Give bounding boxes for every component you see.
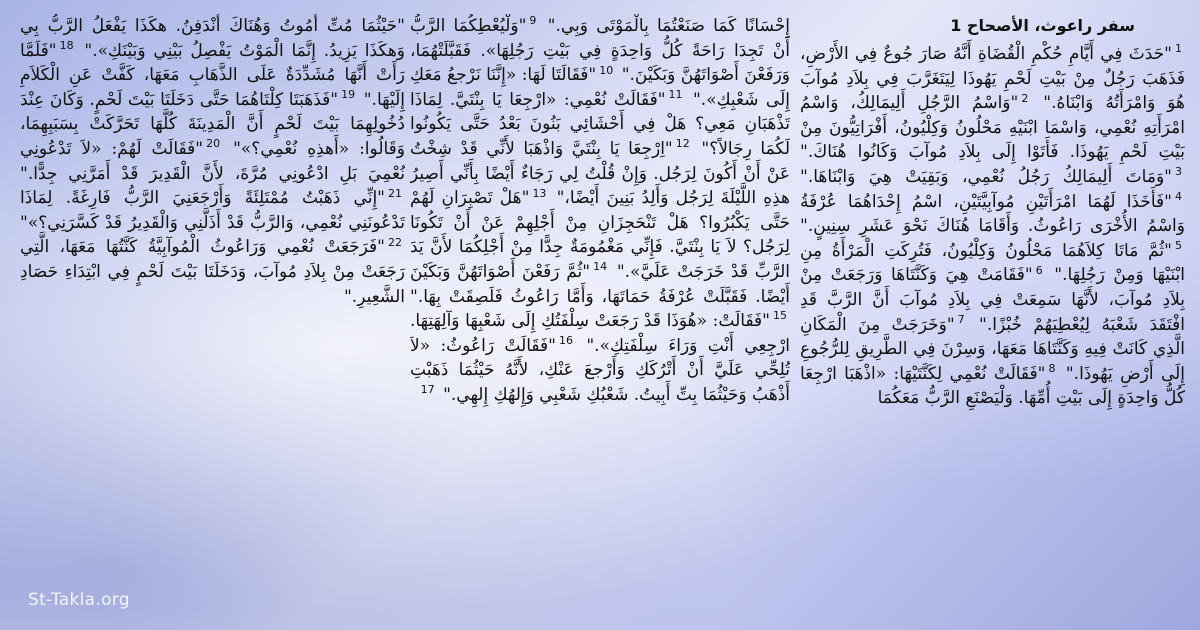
verse-text: "فَرَجَعَتْ نُعْمِي وَرَاعُوثُ الْمُوآبِيَّةُ كَنَّتُهَا مَعَهَا، الَّتِي رَجَعَتْ مِنْ بِلاَدِ مُوآبَ، وَدَخَلَتَا بَيْتَ لَحْمٍ فِي ابْتِدَاءِ حَصَادِ الشَّعِيرِ."	[20, 237, 405, 307]
text-column-left	[20, 14, 405, 614]
verse-number: 5	[1175, 239, 1182, 253]
verse-number: 13	[532, 186, 547, 200]
verse-text: "فَقَالَتْ: «هُوَذَا قَدْ رَجَعَتْ سِلْفَتُكِ إِلَى شَعْبِهَا وَآلِهَتِهَا. ارْجِعِي أَنْتِ وَرَاءَ سِلْفَتِكِ»."	[410, 311, 790, 356]
verse-text: "ثُمَّ رَفَعْنَ أَصْوَاتَهُنَّ وَبَكَيْنَ أَيْضًا. فَقَبَّلَتْ عُرْفَةُ حَمَاتَهَا، وَأَمَّا رَاعُوثُ فَلَصِقَتْ بِهَا."	[410, 261, 790, 307]
verse-text: "فَقَالَتْ لَهُمْ: «لاَ تَدْعُونِي نُعْمِيَ بَلِ ادْعُونِي مُرَّةَ، لأَنَّ الْقَدِيرَ قَدْ أَمَرَّنِي جِدًّا."	[20, 138, 405, 184]
verse-text: "فَأَخَذَا لَهُمَا امْرَأَتَيْنِ مُوآبِيَّتَيْنِ، اسْمُ إِحْدَاهُمَا عُرْفَةُ وَاسْمُ الأُخْرَى رَاعُوثُ. وَأَقَامَا هُنَاكَ نَحْوَ عَشَرِ سِنِينٍ."	[800, 191, 1185, 237]
verse-text: "فَقَالَتْ رَاعُوثُ: «لاَ تُلِحِّي عَلَيَّ أَنْ أَتْرُكَكِ وَأَرْجعَ عَنْكِ، لأَنَّهُ حَيْثُمَا ذَهَبْتِ أَذْهَبُ وَحَيْثُمَا بِتِّ أَبِيتُ. شَعْبُكِ شَعْبِي وَإِلهُكِ إِلهِي."	[410, 335, 790, 405]
verse-text: "فَقَالَتَا لَهَا: «إِنَّنَا نَرْجعُ مَعَكِ إِلَى شَعْبِكِ»."	[410, 65, 790, 110]
verse-number: 14	[593, 260, 608, 274]
verse-number: 12	[675, 137, 690, 151]
verse-text: إِحْسَانًا كَمَا صَنَعْتُمَا بِالْمَوْتَى وَبِي."	[547, 16, 790, 36]
verse-text: "حَدَثَ فِي أَيَّامِ حُكْمِ الْقُضَاةِ أَنَّهُ صَارَ جُوعٌ فِي الأَرْضِ، فَذَهَبَ رَجُلٌ مِنْ بَيْتِ لَحْمِ يَهُوذَا لِيَتَغَرَّبَ فِي بِلاَدِ مُوآبَ هُوَ وَامْرَأَتُهُ وَابْنَاهُ."	[800, 44, 1185, 114]
verse-number: 18	[59, 38, 74, 52]
verse-number: 10	[599, 63, 614, 77]
verse-number: 3	[1175, 165, 1182, 179]
verse-text: "فَقَالَتْ نُعْمِي: «ارْجِعَا يَا بِنْتَيَّ. لِمَاذَا تَذْهَبَانِ مَعِي؟ هَلْ فِي أَحْشَائِي بَنُونَ بَعْدُ حَتَّى يَكُونُوا لَكُمَا رِجَالاً؟"	[410, 89, 790, 159]
verse-text: "فَقَامَتْ هِيَ وَكَنَّتَاهَا وَرَجَعَتْ مِنْ بِلاَدِ مُوآبَ، لأَنَّهَا سَمِعَتْ فِي بِلاَدِ مُوآبَ أَنَّ الرَّبَّ قَدِ افْتَقَدَ شَعْبَهُ لِيُعْطِيَهُمْ خُبْزًا."	[800, 265, 1185, 335]
verse-number: 21	[388, 186, 402, 200]
verses-middle	[410, 14, 790, 408]
verse-text: "وَلْيُعْطِكُمَا الرَّبُّ أَنْ تَجِدَا رَاحَةً كُلُّ وَاحِدَةٍ فِي بَيْتِ رَجُلِهَا». فَقَبَّلَتْهُمَا، وَرَفَعْنَ أَصْوَاتَهُنَّ وَبَكَيْنَ."	[410, 16, 790, 86]
verses-left	[20, 14, 405, 309]
verse-text: "هَلْ تَصْبِرَانِ لَهُمْ حَتَّى يَكْبُرُوا؟ هَلْ تَنْحَجِزَانِ مِنْ أَجْلِهِمْ عَنْ أَنْ تَكُونَا لِرَجُل؟ لاَ يَا بِنْتَيَّ. فَإِنِّي مَغْمُومَةٌ جِدًّا مِنْ أَجْلِكُمَا لأَنَّ يَدَ الرَّبِّ قَدْ خَرَجَتْ عَلَيَّ»."	[410, 188, 790, 282]
verse-text: "وَمَاتَ أَلِيمَالِكُ رَجُلُ نُعْمِي، وَبَقِيَتْ هِيَ وَابْنَاهَا."	[800, 166, 1172, 187]
verse-text: "فَذَهَبَتَا كِلْتَاهُمَا حَتَّى دَخَلَتَا بَيْتَ لَحْمٍ. وَكَانَ عِنْدَ دُخُولِهِمَا بَيْتَ لَحْمٍ أَنَّ الْمَدِينَةَ كُلَّهَا تَحَرَّكَتْ بِسَبَبِهِمَا، وَقَالُوا: «أَهذِهِ نُعْمِي؟»"	[20, 89, 405, 159]
verse-text: "ثُمَّ مَاتَا كِلاَهُمَا مَحْلُونُ وَكِلْيُونُ، فَتُرِكَتِ الْمَرْأَةُ مِنِ ابْنَيْهَا وَمِنْ رَجُلِهَا."	[800, 240, 1185, 286]
verse-text: "حَيْثُمَا مُتِّ أَمُوتُ وَهُنَاكَ أَنْدَفِنُ. هكَذَا يَفْعَلُ الرَّبُّ بِي وَهكَذَا يَزِيدُ. إِنَّمَا الْمَوْتُ يَفْصِلُ بَيْنِي وَبَيْنَكِ»."	[20, 16, 405, 61]
verse-text: "فَقَالَتْ نُعْمِي لِكَنَّتَيْهَا: «اذْهَبَا ارْجِعَا كُلُّ وَاحِدَةٍ إِلَى بَيْتِ أُمِّهَا. وَلْيَصْنَعِ الرَّبُّ مَعَكُمَا	[800, 363, 1185, 409]
verse-number: 7	[957, 312, 965, 326]
verse-number: 17	[420, 383, 435, 397]
verses-right	[800, 42, 1185, 411]
verse-number: 1	[1175, 42, 1182, 56]
verse-number: 15	[773, 309, 787, 323]
verse-number: 6	[1035, 263, 1043, 277]
verse-number: 2	[1021, 91, 1029, 105]
verse-number: 16	[558, 334, 573, 348]
verse-number: 20	[206, 137, 221, 151]
verse-text: "اِرْجِعَا يَا بِنْتَيَّ وَاذْهَبَا لأَنِّي قَدْ شِخْتُ عَنْ أَنْ أَكُونَ لِرَجُل. وَإِنْ قُلْتُ لِي رَجَاءٌ أَيْضًا بِأَنِّي أَصِيرُ هذِهِ اللَّيْلَةَ لِرَجُل وَأَلِدُ بَنِينَ أَيْضًا،"	[410, 138, 790, 209]
verse-text: "وَاسْمُ الرَّجُلِ أَلِيمَالِكُ، وَاسْمُ امْرَأَتِهِ نُعْمِي، وَاسْمَا ابْنَيْهِ مَحْلُونُ وَكِلْيُونُ، أَفْرَاتِيُّونَ مِنْ بَيْتِ لَحْمِ يَهُوذَا. فَأَتَوْا إِلَى بِلاَدِ مُوآبَ وَكَانُوا هُنَاكَ."	[800, 93, 1185, 163]
verse-number: 19	[341, 88, 356, 102]
site-watermark: St-Takla.org	[28, 590, 130, 610]
verse-text: "إِنِّي ذَهَبْتُ مُمْتَلِئَةً وَأَرْجَعَنِيَ الرَّبُّ فَارِغَةً. لِمَاذَا تَدْعُونَنِي نُعْمِي، وَالرَّبُّ قَدْ أَذَلَّنِي وَالْقَدِيرُ قَدْ كَسَّرَنِي؟»"	[20, 188, 405, 233]
verse-text: "وَخَرَجَتْ مِنَ الْمَكَانِ الَّذِي كَانَتْ فِيهِ وَكَنَّتَاهَا مَعَهَا، وَسِرْنَ فِي الطَّرِيقِ لِلرُّجُوعِ إِلَى أَرْضِ يَهُوذَا."	[800, 314, 1185, 384]
text-column-middle	[410, 14, 790, 614]
text-column-right	[800, 14, 1185, 614]
verse-number: 4	[1175, 189, 1182, 203]
verse-number: 8	[1048, 362, 1056, 376]
verse-number: 22	[388, 235, 402, 249]
verse-number: 11	[668, 88, 683, 102]
verse-number: 9	[529, 14, 537, 28]
chapter-title: سفر راعوث، الأصحاح 1	[950, 16, 1135, 35]
verse-text: "فَلَمَّا رَأَتْ أَنَّهَا مُشَدِّدَةٌ عَلَى الذَّهَابِ مَعَهَا، كَفَّتْ عَنِ الْكَلاَمِ إِلَيْهَا."	[20, 40, 405, 110]
